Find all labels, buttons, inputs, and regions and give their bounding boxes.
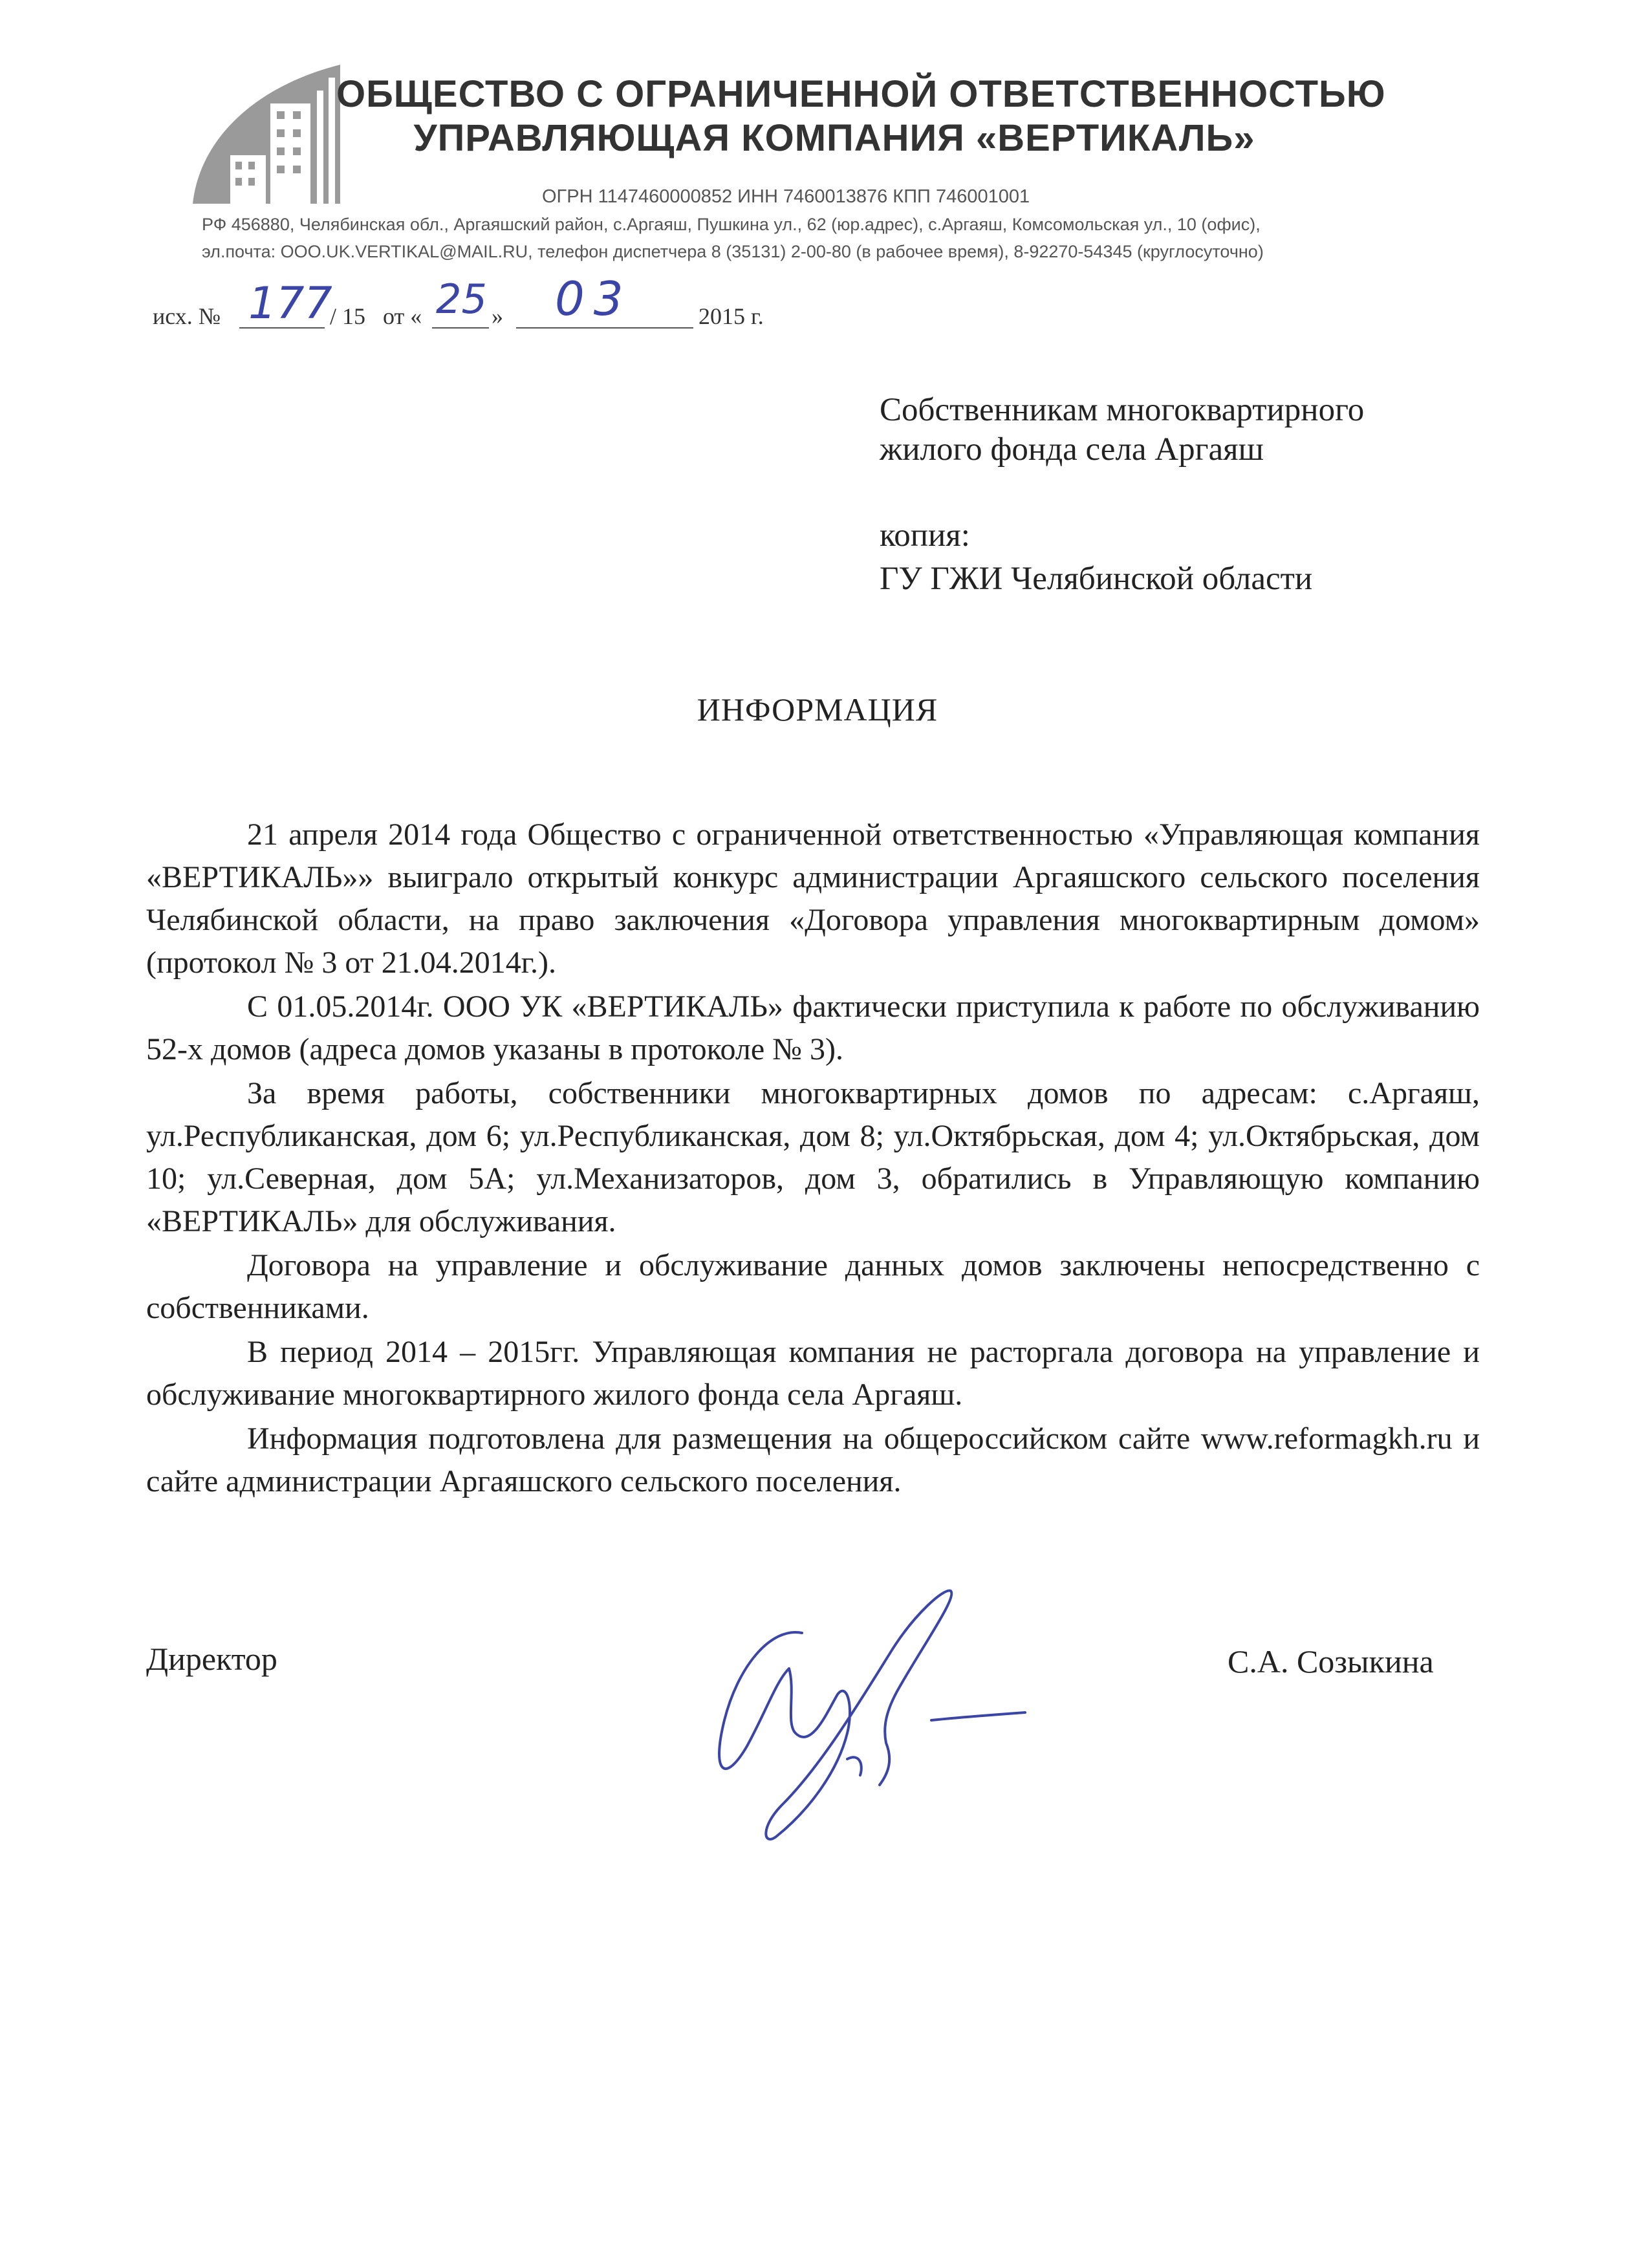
addressee-line2: жилого фонда села Аргаяш <box>880 431 1264 468</box>
ref-from-label: от « <box>383 303 422 329</box>
org-name-line1: ОБЩЕСТВО С ОГРАНИЧЕННОЙ ОТВЕТСТВЕННОСТЬЮ <box>336 73 1386 115</box>
paragraph: В период 2014 – 2015гг. Управляющая компания не расторгала договора на управление и обслуживание многоквартирного жилого фонда села Аргаяш. <box>146 1335 1480 1412</box>
ref-day: 25 <box>436 275 487 323</box>
registration-numbers: ОГРН 1147460000852 ИНН 7460013876 КПП 746001001 <box>542 186 1030 207</box>
org-name-line2: УПРАВЛЯЮЩАЯ КОМПАНИЯ «ВЕРТИКАЛЬ» <box>413 117 1255 159</box>
paragraph: 21 апреля 2014 года Общество с ограниченной ответственностью «Управляющая компания «ВЕРТИКАЛЬ»» выиграло открытый конкурс администрации Аргаяшского сельского поселения Челябинской области, на право заключения «Договора управления многоквартирным домом» (протокол № 3 от 21.04.2014г.). <box>146 817 1480 980</box>
document-body <box>146 814 1480 1504</box>
paragraph: Информация подготовлена для размещения на общероссийском сайте www.reformagkh.ru и сайте администрации Аргаяшского сельского поселения. <box>146 1421 1480 1498</box>
company-logo <box>193 65 341 213</box>
ref-number-field <box>239 278 332 329</box>
signer-name: С.А. Созыкина <box>1228 1643 1434 1679</box>
ref-month-field <box>516 272 693 329</box>
handwritten-signature <box>698 1571 1048 1859</box>
copy-recipient: ГУ ГЖИ Челябинской области <box>880 561 1313 597</box>
paragraph: За время работы, собственники многоквартирных домов по адресам: с.Аргаяш, ул.Республиканская, дом 6; ул.Республиканская, дом 8; ул.Октябрьская, дом 4; ул.Октябрьская, дом 10; ул.Северная, дом 5А; ул.Механизаторов, дом 3, обратились в Управляющую компанию «ВЕРТИКАЛЬ» для обслуживания. <box>146 1076 1480 1238</box>
addressee-line1: Собственникам многоквартирного <box>880 392 1365 428</box>
ref-day-close: » <box>492 303 503 329</box>
ref-year: 2015 г. <box>698 303 764 329</box>
ref-year-suffix: / 15 <box>330 303 366 329</box>
company-contacts: эл.почта: OOO.UK.VERTIKAL@MAIL.RU, телефон диспетчера 8 (35131) 2-00-80 (в рабочее время), 8-92270-54345 (круглосуточно) <box>202 242 1264 261</box>
paragraph: Договора на управление и обслуживание данных домов заключены непосредственно с собственниками. <box>146 1248 1480 1325</box>
copy-label: копия: <box>880 517 970 554</box>
signature-icon <box>698 1571 1048 1856</box>
ref-prefix: исх. № <box>153 303 221 329</box>
paragraph: С 01.05.2014г. ООО УК «ВЕРТИКАЛЬ» фактически приступила к работе по обслуживанию 52-х домов (адреса домов указаны в протоколе № 3). <box>146 989 1480 1066</box>
ref-number: 177 <box>248 278 332 329</box>
ref-day-field <box>432 275 489 329</box>
signer-position: Директор <box>146 1641 277 1677</box>
company-address: РФ 456880, Челябинская обл., Аргаяшский район, с.Аргаяш, Пушкина ул., 62 (юр.адрес), с.Аргаяш, Комсомольская ул., 10 (офис), <box>202 215 1261 234</box>
building-logo-icon <box>193 65 341 210</box>
document-title: ИНФОРМАЦИЯ <box>697 691 938 728</box>
ref-month: 03 <box>555 272 633 326</box>
